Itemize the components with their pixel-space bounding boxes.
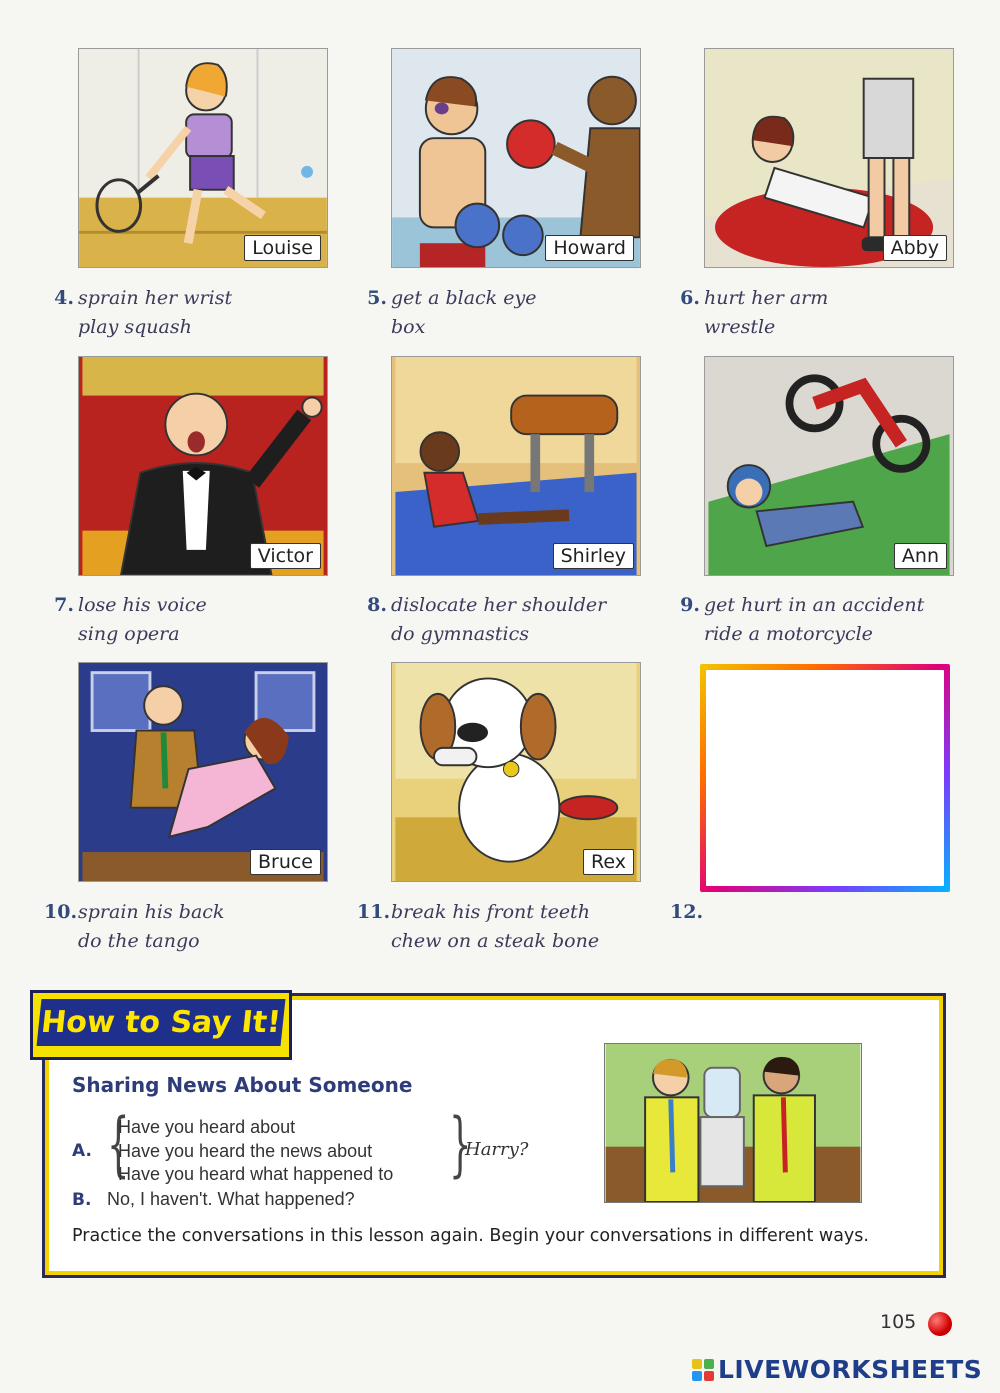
caption-line1: dislocate her shoulder [391, 594, 607, 616]
illustration-louise [78, 48, 328, 268]
practice-instruction: Practice the conversations in this lesson again. Begin your conversations in different ways. [72, 1226, 869, 1246]
item-number: 5. [367, 287, 387, 309]
right-brace: } [449, 1103, 472, 1185]
caption-8 [367, 591, 607, 649]
option-line: Have you heard the news about [118, 1141, 373, 1161]
name-tag: Louise [244, 235, 321, 261]
caption-line2: chew on a steak bone [391, 930, 600, 952]
how-to-say-title-text: How to Say It! [37, 999, 286, 1046]
liveworksheets-brand: LIVEWORKSHEETS [718, 1355, 983, 1384]
left-brace: { [107, 1103, 130, 1185]
office-scene [605, 1044, 861, 1202]
caption-5 [367, 284, 537, 342]
caption-line2: wrestle [704, 316, 776, 338]
caption-line1: sprain his back [78, 901, 225, 923]
blank-picture-area [706, 670, 944, 886]
caption-7 [54, 591, 207, 649]
page-dot-icon [928, 1312, 952, 1336]
conversation-illustration [604, 1043, 862, 1203]
blank-picture-frame [700, 664, 950, 892]
option-line: Have you heard about [118, 1117, 296, 1137]
speaker-b-label: B. [72, 1190, 92, 1210]
name-tag: Abby [883, 235, 947, 261]
illustration-abby [704, 48, 954, 268]
caption-line2: ride a motorcycle [704, 623, 873, 645]
caption-line2: do the tango [78, 930, 200, 952]
caption-line2: play squash [78, 316, 192, 338]
caption-line1: hurt her arm [704, 287, 829, 309]
illustration-victor [78, 356, 328, 576]
illustration-rex [391, 662, 641, 882]
caption-4 [54, 284, 233, 342]
illustration-bruce [78, 662, 328, 882]
caption-line2: do gymnastics [391, 623, 529, 645]
caption-line1: sprain her wrist [78, 287, 233, 309]
reply-line: No, I haven't. What happened? [107, 1189, 355, 1209]
illustration-howard [391, 48, 641, 268]
caption-10 [44, 898, 225, 956]
name-tag: Victor [250, 543, 321, 569]
item-number: 7. [54, 594, 74, 616]
caption-line1: break his front teeth [391, 901, 590, 923]
option-line: Have you heard what happened to [118, 1164, 394, 1184]
caption-6 [680, 284, 829, 342]
caption-line1: get a black eye [391, 287, 537, 309]
caption-11 [357, 898, 600, 956]
item-number: 8. [367, 594, 387, 616]
target-name: Harry? [465, 1139, 529, 1160]
liveworksheets-icon [692, 1359, 714, 1381]
caption-line2: sing opera [78, 623, 180, 645]
caption-line2: box [391, 316, 426, 338]
caption-line1: lose his voice [78, 594, 207, 616]
illustration-ann [704, 356, 954, 576]
item-number: 10. [44, 901, 78, 923]
caption-9 [680, 591, 925, 649]
name-tag: Rex [583, 849, 634, 875]
liveworksheets-logo[interactable] [692, 1355, 982, 1384]
name-tag: Ann [894, 543, 947, 569]
item-number: 4. [54, 287, 74, 309]
name-tag: Howard [545, 235, 634, 261]
caption-line1: get hurt in an accident [704, 594, 925, 616]
how-to-say-title [30, 990, 292, 1060]
item-number: 12. [670, 901, 704, 923]
item-number: 6. [680, 287, 700, 309]
speaker-a-label: A. [72, 1141, 92, 1161]
name-tag: Shirley [553, 543, 634, 569]
page-number: 105 [880, 1311, 917, 1333]
section-heading: Sharing News About Someone [72, 1073, 413, 1097]
item-number: 11. [357, 901, 391, 923]
item-number: 9. [680, 594, 700, 616]
illustration-shirley [391, 356, 641, 576]
name-tag: Bruce [250, 849, 321, 875]
